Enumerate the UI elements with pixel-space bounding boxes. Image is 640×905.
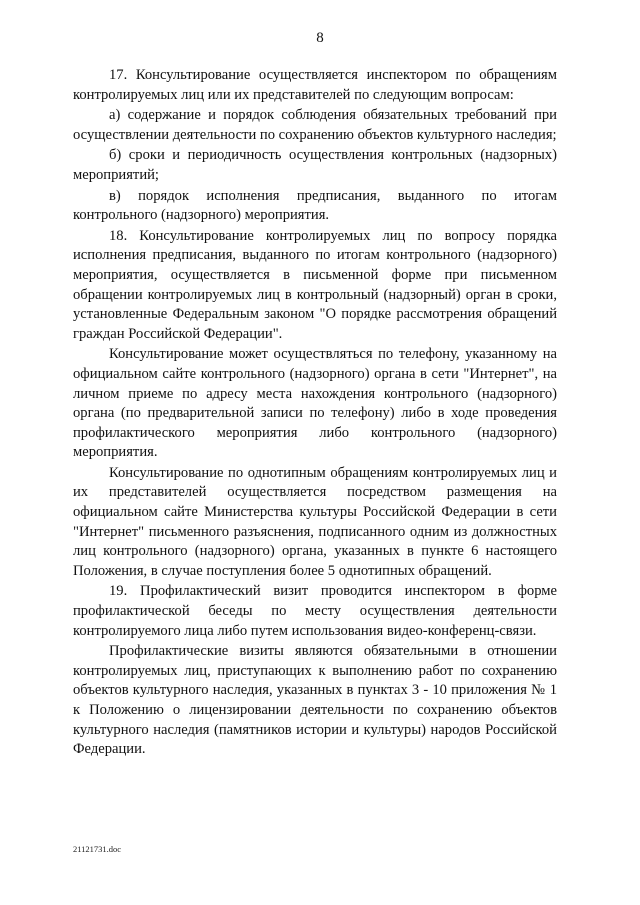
paragraph-17: 17. Консультирование осуществляется инспектором по обращениям контролируемых лиц или их представителей по следующим вопросам: — [73, 67, 557, 103]
paragraph-18: 18. Консультирование контролируемых лиц по вопросу порядка исполнения предписания, выданного по итогам контрольного (надзорного) мероприятия, осуществляется в письменной форме при письменном обращении контролируемых лиц в контрольный (надзорный) орган в сроки, установленные Федеральным законом "О порядке рассмотрения обращений граждан Российской Федерации". — [73, 227, 557, 342]
paragraph-17c: в) порядок исполнения предписания, выданного по итогам контрольного (надзорного) мероприятия. — [73, 187, 557, 224]
paragraph-19-mandatory: Профилактические визиты являются обязательными в отношении контролируемых лиц, приступающих к выполнению работ по сохранению объектов культурного наследия, указанных в пунктах 3 - 10 приложения № 1 к Положению о лицензировании деятельности по сохранению объектов культурного наследия (памятников истории и культуры) народов Российской Федерации. — [73, 643, 557, 758]
paragraph-18-phone: Консультирование может осуществляться по телефону, указанному на официальном сайте контрольного (надзорного) органа в сети "Интернет", на личном приеме по адресу места нахождения контрольного (надзорного) органа (по предварительной записи по телефону) либо в ходе проведения профилактического мероприятия либо контрольного (надзорного) мероприятия. — [73, 346, 557, 461]
paragraph-17a: а) содержание и порядок соблюдения обязательных требований при осуществлении деятельности по сохранению объектов культурного наследия; — [73, 107, 557, 143]
paragraph-18-same-type: Консультирование по однотипным обращениям контролируемых лиц и их представителей осуществляется посредством размещения на официальном сайте Министерства культуры Российской Федерации в сети "Интернет" письменного разъяснения, подписанного одним из должностных лиц контрольного (надзорного) органа, указанных в пункте 6 настоящего Положения, в случае поступления более 5 однотипных обращений. — [73, 464, 557, 579]
page-number: 8 — [316, 30, 324, 46]
document-file-code: 21121731.doc — [73, 844, 122, 854]
paragraph-19: 19. Профилактический визит проводится инспектором в форме профилактической беседы по месту осуществления деятельности контролируемого лица либо путем использования видео-конференц-связи. — [73, 583, 557, 639]
paragraph-17b: б) сроки и периодичность осуществления контрольных (надзорных) мероприятий; — [73, 147, 557, 183]
document-body — [73, 66, 557, 761]
